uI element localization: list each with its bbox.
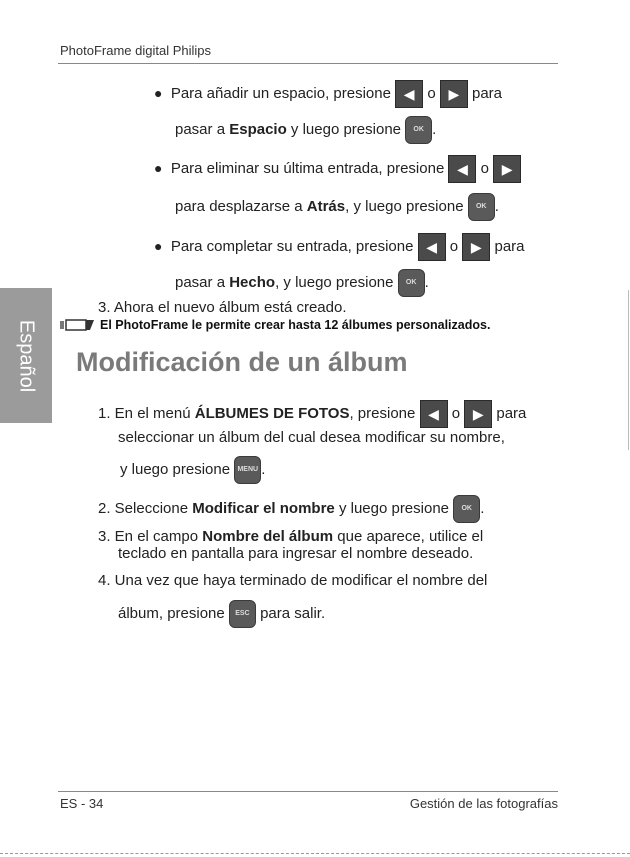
- language-tab-label: Español: [15, 319, 38, 392]
- left-arrow-icon: ◀: [395, 80, 423, 108]
- page-edge-marker: [628, 290, 629, 450]
- bullet-3-line-2: pasar a Hecho, y luego presione OK .: [175, 269, 429, 297]
- bullet-3-line-1: ● Para completar su entrada, presione ◀ o ▶ para: [154, 233, 525, 261]
- right-arrow-icon: ▶: [464, 400, 492, 428]
- ok-button-icon: OK: [468, 193, 495, 221]
- ok-button-icon: OK: [453, 495, 480, 523]
- bullet-dot: ●: [154, 84, 163, 101]
- chapter-title: Gestión de las fotografías: [409, 796, 558, 811]
- page-number: ES - 34: [60, 796, 104, 811]
- right-arrow-icon: ▶: [440, 80, 468, 108]
- bullet-dot: ●: [154, 237, 163, 254]
- step-1-line-1: 1. En el menú ÁLBUMES DE FOTOS, presione ◀ o ▶ para: [98, 400, 526, 428]
- section-title: Modificación de un álbum: [76, 347, 408, 377]
- step-1-line-3: y luego presione MENU .: [120, 456, 265, 484]
- right-arrow-icon: ▶: [493, 155, 521, 183]
- bullet-1-line-1: ● Para añadir un espacio, presione ◀ o ▶ para: [154, 80, 502, 108]
- step-1-line-2: seleccionar un álbum del cual desea modificar su nombre,: [118, 429, 505, 446]
- note-text: El PhotoFrame le permite crear hasta 12 álbumes personalizados.: [100, 318, 491, 332]
- bullet-dot: ●: [154, 159, 163, 176]
- esc-button-icon: ESC: [229, 600, 256, 628]
- step-4-line-2: álbum, presione ESC para salir.: [118, 600, 325, 628]
- bullet-2-line-2: para desplazarse a Atrás, y luego presione OK .: [175, 193, 499, 221]
- footer-rule: [58, 791, 558, 792]
- step-3-line-2: teclado en pantalla para ingresar el nombre deseado.: [118, 545, 474, 562]
- bullet-1-line-2: pasar a Espacio y luego presione OK .: [175, 116, 436, 144]
- ok-button-icon: OK: [405, 116, 432, 144]
- left-arrow-icon: ◀: [418, 233, 446, 261]
- ok-button-icon: OK: [398, 269, 425, 297]
- left-arrow-icon: ◀: [448, 155, 476, 183]
- page-header: PhotoFrame digital Philips: [60, 43, 212, 58]
- step-4-line-1: 4. Una vez que haya terminado de modificar el nombre del: [98, 572, 488, 589]
- header-rule: [58, 63, 558, 64]
- left-arrow-icon: ◀: [420, 400, 448, 428]
- bullet-2-line-1: ● Para eliminar su última entrada, presione ◀ o ▶: [154, 155, 521, 183]
- step-3-line-1: 3. En el campo Nombre del álbum que aparece, utilice el: [98, 528, 484, 545]
- step-2-text: 2. Seleccione Modificar el nombre y luego presione OK .: [98, 495, 484, 523]
- note-icon: [60, 319, 94, 331]
- language-tab: [0, 288, 52, 423]
- step-3-text: 3. Ahora el nuevo álbum está creado.: [98, 299, 347, 316]
- menu-button-icon: MENU: [234, 456, 261, 484]
- bottom-edge: [0, 853, 630, 855]
- right-arrow-icon: ▶: [462, 233, 490, 261]
